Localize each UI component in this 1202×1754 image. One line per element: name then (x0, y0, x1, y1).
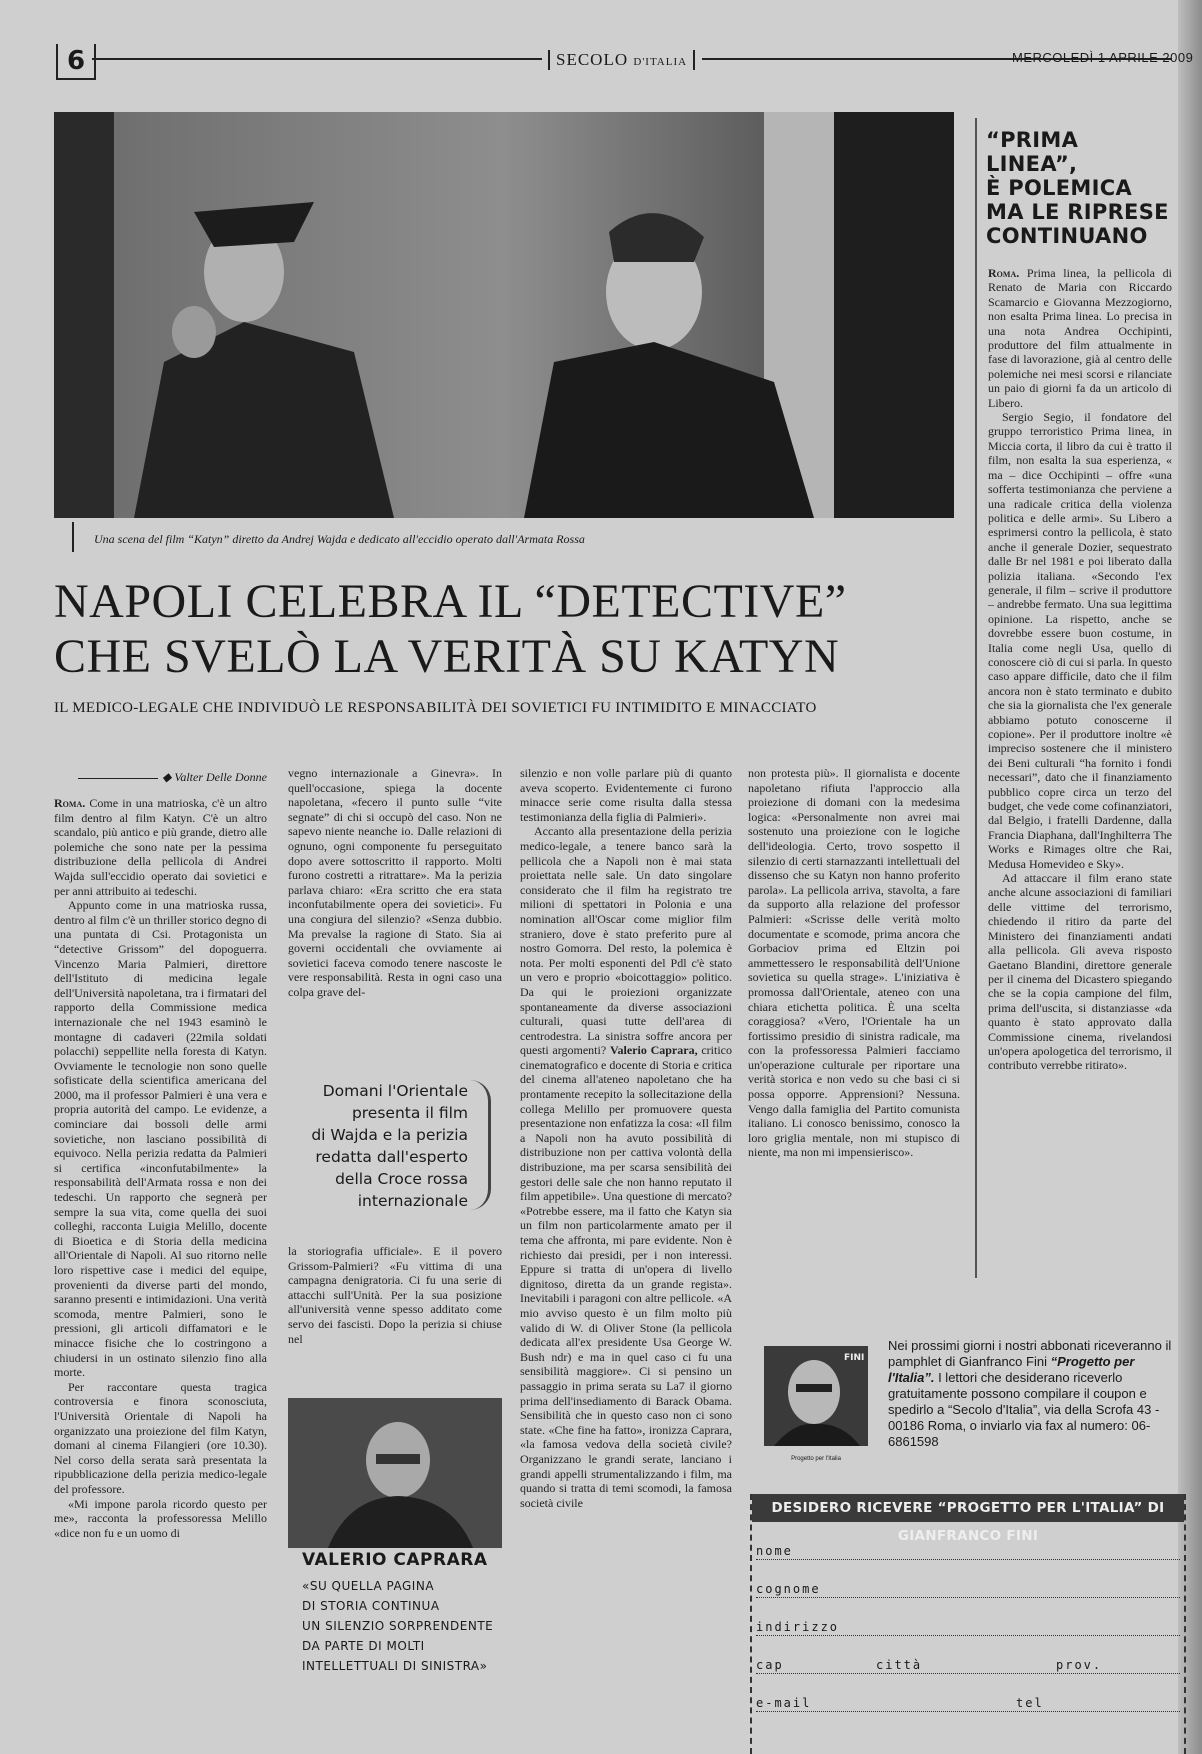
coupon-label: indirizzo (756, 1620, 843, 1634)
article-column-1 (54, 796, 267, 1746)
coupon-label: città (876, 1658, 926, 1672)
pull-quote-line: Domani l'Orientale (322, 1082, 468, 1100)
article-column-4 (748, 766, 960, 1266)
sidebar-paragraph (988, 266, 1172, 410)
fini-photo (764, 1346, 868, 1446)
byline-author: Valter Delle Donne (174, 770, 267, 784)
pull-quote-bracket (470, 1080, 491, 1210)
coupon-field-email-tel[interactable] (756, 1696, 1180, 1714)
caprara-quote-line: «SU QUELLA PAGINA (302, 1579, 435, 1593)
sidebar-paragraph: Sergio Segio, il fondatore del gruppo terroristico Prima linea, in Miccia corta, il libro da cui è tratto il film, non esalta la sua esperienza, « ma – dice Occhipinti – offre «una sofferta testimonianza che perviene a una radicale critica della violenza politica e delle armi». Su Libero a esprimersi contro la pellicola, è stato anche il generale Dozier, sequestrato dalle Br nel 1981 e poi liberato dalla polizia italiana. «Secondo l'ex generale, il film – scrive il produttore – andrebbe fermato. Una sua legittima opinione. La rispetto, anche se dovrebbe essere buon costume, in Italia come negli Usa, quello di conoscere ciò di cui si parla. In questo caso appare difficile, dato che il film ancora non è stato terminato e dubito che sia la giornalista che l'ex generale abbiamo potuto conoscerne il copione». Per il produttore inoltre «è impreciso sostenere che il ministero dei Beni culturali “ha fornito i fondi necessari”, dato che il finanziamento pubblico copre circa un terzo del budget, che vede come cofinanziatori, dal Belgio, i fratelli Dardenne, dalla Francia Diaphana, dall'Inghilterra The Works e Rimages oltre che Rai, Medusa Homevideo e Sky». (988, 410, 1172, 871)
article-paragraph (54, 796, 267, 898)
caprara-quote-line: DA PARTE DI MOLTI (302, 1639, 425, 1653)
photo-illustration (54, 112, 954, 518)
coupon-label: nome (756, 1544, 797, 1558)
sidebar-title-line: CONTINUANO (986, 224, 1148, 248)
sidebar-title-line: “PRIMA LINEA”, (986, 128, 1079, 176)
caprara-quote-line: INTELLETTUALI DI SINISTRA» (302, 1659, 488, 1673)
caprara-portrait (288, 1398, 502, 1548)
fini-photo-caption: Progetto per l'Italia (791, 1456, 841, 1462)
caprara-name: VALERIO CAPRARA (302, 1550, 488, 1570)
headline-line-1: NAPOLI CELEBRA IL “DETECTIVE” (54, 575, 847, 628)
headline (54, 574, 964, 684)
article-paragraph: «Mi impone parola ricordo questo per me», racconta la professoressa Melillo «dice non fu e un uomo di (54, 1496, 267, 1540)
dateline: Roma. (54, 796, 86, 810)
pull-quote-line: redatta dall'esperto (315, 1148, 468, 1166)
article-paragraph: Per raccontare questa tragica controversia e finora sconosciuta, l'Università Orientale di Napoli ha organizzato una proiezione del film Katyn, domani al cinema Filangieri (ore 10.30). Nel corso della serata sarà presentata la ripubblicazione della perizia medico-legale del professore. (54, 1379, 267, 1496)
article-column-2-top (288, 766, 502, 1062)
article-paragraph: non protesta più». Il giornalista e docente napoletano rifiuta l'approccio alla proiezione di domani con la medesima logica: «Personalmente non avrei mai sostenuto una proiezione con le logiche dell'ideologia. Certo, trovo sospetto il silenzio di certi starnazzanti intellettuali del dissenso che su Katyn non hanno proferito parola». La pellicola arriva, stavolta, a fare da supporto alla relazione del professor Palmieri: «Scrisse delle verità molto documentate e scomode, prima ancora che Gorbaciov prima ed Eltzin poi ammettessero le responsabilità dell'Unione sovietica su quella strage». L'iniziativa è promossa dall'Orientale, ateneo con una chiara etichetta politica. È una scelta coraggiosa? «Vero, l'Orientale ha un fortissimo presidio di sinistra radicale, ma con la professoressa Palmieri facciamo un'operazione culturale per riportare una verità storica e non vedo su che basi ci si possa opporre. Apprensioni? Nessuna. Vengo dalla famiglia del Partito comunista italiano. Li conosco benissimo, conosco la loro griglia mentale, non mi stupisco di niente, ma non mi impensierisco». (748, 766, 960, 1160)
article-paragraph (520, 824, 732, 1510)
subheadline: IL MEDICO-LEGALE CHE INDIVIDUÒ LE RESPONSABILITÀ DEI SOVIETICI FU INTIMIDITO E MINACCIATO (54, 700, 817, 716)
ad-book-title: “Progetto per l'Italia”. (888, 1354, 1135, 1385)
masthead-main: SECOLO (556, 50, 629, 69)
page-number: 6 (56, 44, 96, 80)
fini-portrait (764, 1346, 868, 1446)
sidebar-text: Prima linea, la pellicola di Renato de Maria con Riccardo Scamarcio e Giovanna Mezzogiorno, non esalta Prima linea. Lo precisa in una nota Andrea Occhipinti, produttore del film attualmente in fase di lavorazione, già al centro delle polemiche nei mesi scorsi e rilanciate un paio di giorni fa da un articolo di Libero. (988, 266, 1172, 410)
issue-date: MERCOLEDÌ 1 APRILE 2009 (1012, 50, 1194, 65)
article-paragraph: vegno internazionale a Ginevra». In quell'occasione, spiega la docente napoletana, «fecero il punto sulle “vite segnate” di chi si occupò del caso. Non ne sapevo niente neanche io. Dalle relazioni di ognuno, ogni componente fu perseguitato dopo avere sottoscritto il rapporto. Molti furono costretti a ritrattare». Ma la perizia parlava chiaro: «Era scritto che era stata inconfutabilmente opera dei sovietici». Fu una congiura del silenzio? «Senza dubbio. Ma prevalse la ragione di Stato. Sia ai governi occidentali che ovviamente ai sovietici faceva comodo tenere nascoste le vere responsabilità. Resta in ogni caso una colpa grave del- (288, 766, 502, 999)
fini-photo-badge: FINI (844, 1353, 865, 1363)
sidebar-title-line: È POLEMICA (986, 176, 1133, 200)
coupon-field-cap-citta-prov[interactable] (756, 1658, 1180, 1676)
article-column-3 (520, 766, 732, 1746)
pull-quote-line: internazionale (357, 1192, 468, 1210)
byline-rule (78, 778, 158, 779)
photo-caption: Una scena del film “Katyn” diretto da Andrej Wajda e dedicato all'eccidio operato dall'Armata Rossa (94, 532, 585, 546)
coupon-label: cap (756, 1658, 788, 1672)
page-gutter (1178, 0, 1202, 1754)
headline-line-2: CHE SVELÒ LA VERITÀ SU KATYN (54, 630, 840, 683)
coupon-label: e-mail (756, 1696, 815, 1710)
article-text: Accanto alla presentazione della perizia medico-legale, a tenere banco sarà la pellicola che a Napoli non è mai stata proiettata nelle sale. Un dato singolare considerato che il film ha registrato tre milioni di spettatori in Polonia e una nomination all'Oscar come miglior film straniero, dove è stato preferito pure al nostro Gomorra. Del resto, la polemica è nota. Per molti esponenti del Pdl c'è stato un vero e proprio «boicottaggio» politico. Da qui le proiezioni organizzate spontaneamente da diverse associazioni culturali, quasi tutte dell'area di centrodestra. La sinistra soffre ancora per questi argomenti? (520, 824, 732, 1058)
article-text: critico cinematografico e docente di Storia e critica del cinema all'ateneo napoletano che ha prontamente recepito la sollecitazione della collega Melillo per promuovere questa presentazione non enfatizza la cosa: «Il film a Napoli non ha avuto possibilità di distribuzione non per cattiva volontà della distribuzione, ma per scarsa sensibilità dei gestori delle sale che non hanno reputato il film appetibile». Una questione di mercato? «Potrebbe essere, ma il fatto che Katyn sia un film non particolarmente amato per il tema che affronta, mi pare evidente. Non è richiesto dai presidi, per i non interessi. Eppure si tratta di un'opera di livello dignitoso, diretta da un grande regista». Inevitabili i paragoni con altre pellicole. «A mio avviso questo è un film molto più valido di W. di Oliver Stone (la pellicola dedicata all'ex presidente Usa George W. Bush ndr) e ma in quel caso ci fu una sensibilità maggiore». Ci si pensino un passaggio in prima serata su La7 il giorno prima dell'insediamento di Barack Obama. Sensibilità che in questo caso non ci sono state. «Che fine ha fatto», ironizza Caprara, «la famosa vedova della società civile? Organizzano le grandi serate, lanciano i grandi appelli strumentalizzando i film, ma quando si tratta di temi scomodi, la famosa società civile (520, 1043, 732, 1510)
ad-text-intro: Nei prossimi giorni i nostri abbonati riceveranno il pamphlet di Gianfranco Fini (888, 1338, 1172, 1369)
article-column-2-bottom (288, 1244, 502, 1384)
sidebar-title (986, 128, 1172, 248)
coupon-label: prov. (1056, 1658, 1106, 1672)
pull-quote-line: di Wajda e la perizia (311, 1126, 468, 1144)
masthead (548, 50, 695, 70)
ad-text-instructions: I lettori che desiderano riceverlo gratuitamente possono compilare il coupon e spedirlo a “Secolo d'Italia”, via della Scrofa 43 - 00186 Roma, o inviarlo via fax al numero: 06-6861598 (888, 1370, 1160, 1449)
caprara-quote-line: DI STORIA CONTINUA (302, 1599, 440, 1613)
article-paragraph: silenzio e non volle parlare più di quanto aveva scoperto. Evidentemente ci furono minacce serie come risulta dalla stessa testimonianza della figlia di Palmieri». (520, 766, 732, 824)
caption-bar (72, 522, 74, 552)
coupon-label: cognome (756, 1582, 825, 1596)
byline: ◆ Valter Delle Donne (54, 770, 267, 785)
coupon-field-indirizzo[interactable] (756, 1620, 1180, 1638)
caprara-quote-line: UN SILENZIO SORPRENDENTE (302, 1619, 494, 1633)
pull-quote (298, 1080, 468, 1212)
pull-quote-line: della Croce rossa (335, 1170, 468, 1188)
article-paragraph: Appunto come in una matrioska russa, dentro al film c'è un thriller storico degno di una puntata di Csi. Protagonista un “detective Grissom” del dopoguerra. Vincenzo Maria Palmieri, direttore dell'Istituto di medicina legale dell'Università napoletana, tra i firmatari del rapporto della Commissione medica internazionale che nel 1943 esaminò le montagne di cadaveri (22mila soldati polacchi) seppellite nella foresta di Katyn. Ovviamente le tecnologie non sono quelle sofisticate della scientifica americana del 2000, ma il professor Palmieri è una vera e propria autorità del campo. Le evidenze, a cominciare dai bossoli delle armi sovietiche, non lasciano possibilità di equivoco. Nella perizia redatta da Palmieri si certifica «inconfutabilmente» la responsabilità dell'Armata rossa e non dei tedeschi. Un rapporto che segnerà per sempre la sua vita, come quella dei suoi colleghi, racconta Luigia Melillo, docente di Bioetica e di Storia della medicina all'Orientale di Napoli. Al suo ritorno nelle loro rispettive case i medici del equipe, provenienti da diverse parti del mondo, saranno presenti e intimidazioni. Una verità scomoda, mentre Palmieri, sono le pressioni, gli articoli diffamatori e le minacce fisiche che lo costringono a chiudersi in un ostinato silenzio fino alla morte. (54, 898, 267, 1380)
sidebar-title-line: MA LE RIPRESE (986, 200, 1169, 224)
coupon-form (750, 1494, 1186, 1754)
caprara-box (288, 1398, 502, 1738)
ad-text (888, 1338, 1184, 1450)
coupon-field-cognome[interactable] (756, 1582, 1180, 1600)
katyn-film-photo (54, 112, 954, 518)
sidebar-border (975, 118, 977, 1278)
caprara-photo (288, 1398, 502, 1548)
header-rule-left (92, 58, 542, 60)
coupon-title: DESIDERO RICEVERE “PROGETTO PER L'ITALIA” DI GIANFRANCO FINI (752, 1494, 1184, 1522)
masthead-sub: D'ITALIA (633, 56, 688, 68)
coupon-field-nome[interactable] (756, 1544, 1180, 1562)
sidebar-dateline: Roma. (988, 266, 1020, 280)
sidebar-article (988, 266, 1172, 1278)
caprara-quote (302, 1576, 502, 1676)
article-paragraph: la storiografia ufficiale». E il povero Grissom-Palmieri? «Fu vittima di una campagna denigratoria. Ci fu una serie di attacchi sull'Unità. Per la sua posizione all'università venne spesso additato come servo dei fascisti. Dopo la perizia si chiuse nel (288, 1244, 502, 1346)
sidebar-paragraph: Ad attaccare il film erano state anche alcune associazioni di familiari delle vittime del terrorismo, chiedendo il ritiro da parte del Ministero dei finanziamenti andati alla pellicola. Gli aveva risposto Gaetano Blandini, direttore generale per il cinema del Dicastero spiegando che se la copia campione del film, prima dell'uscita, si distanziasse «da quanto è stato approvato dalla Commissione cinema, rivelandosi un'opera apologetica del terrorismo, il contributo verrebbe ritirato». (988, 871, 1172, 1073)
article-bold-name: Valerio Caprara, (609, 1043, 698, 1058)
coupon-label: tel (1016, 1696, 1048, 1710)
pull-quote-line: presenta il film (351, 1104, 468, 1122)
article-text: Come in una matrioska, c'è un altro film dentro al film Katyn. C'è un altro scandalo, più antico e più grande, dietro alle polemiche che sono nate per la pessima distribuzione della pellicola di Andrei Wajda sull'eccidio operato dai sovietici e per anni attribuito ai tedeschi. (54, 796, 267, 898)
